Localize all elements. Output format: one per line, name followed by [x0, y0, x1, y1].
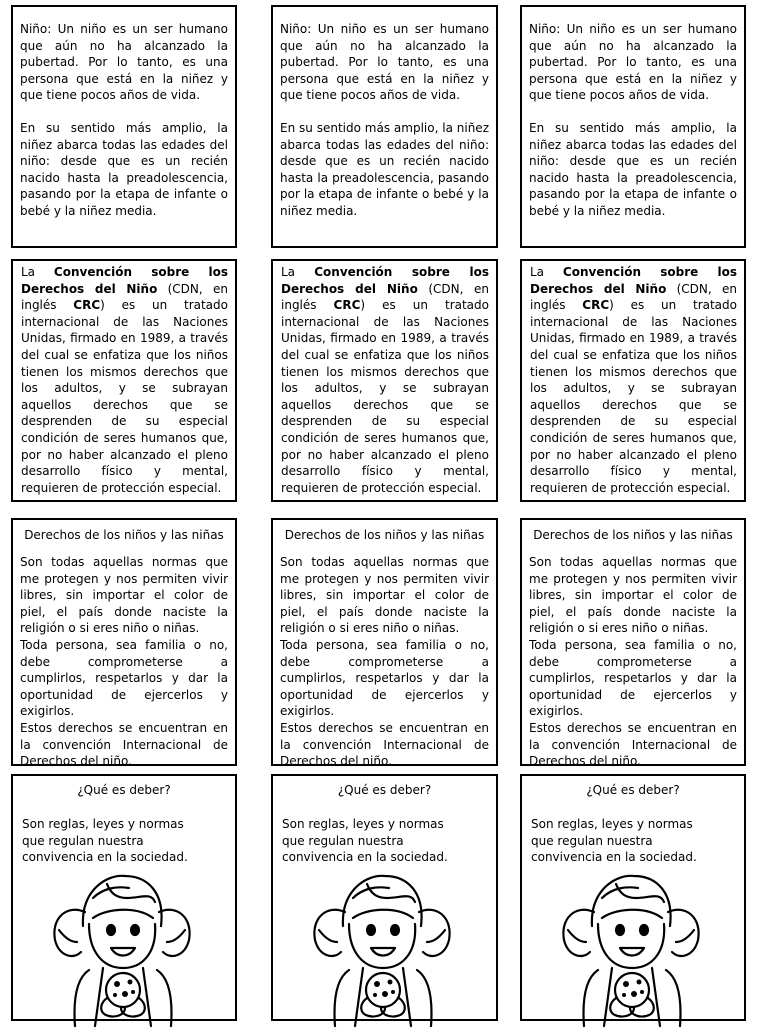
- bold-text: CRC: [73, 298, 101, 313]
- card-title: Derechos de los niños y las niñas: [24, 528, 224, 542]
- paragraph: Son todas aquellas normas que me protegen y nos permiten vivir libres, sin importar el color de piel, el país donde naciste la religión o si eres niño o niñas.: [20, 555, 228, 636]
- card-text: [20, 21, 228, 220]
- card-derechos-col2: [271, 518, 498, 769]
- paragraph: Niño: Un niño es un ser humano que aún no ha alcanzado la pubertad. Por lo tanto, es una persona que está en la niñez y que tiene pocos años de vida.: [529, 22, 737, 103]
- card-text: [529, 554, 737, 770]
- card-text: [21, 264, 228, 496]
- card-text: [530, 264, 737, 496]
- card-deber-col3: [520, 774, 746, 1021]
- text-run: ) es un tratado internacional de las Naciones Unidas, firmado en 1989, a través del cual se enfatiza que los niños tienen los mismos derechos que los adultos, y se subrayan aquellos derechos que se desprenden de su especial condición de seres humanos que, por no haber alcanzado el pleno desarrollo físico y mental, requieren de protección especial.: [530, 298, 737, 495]
- text-run: La: [281, 265, 315, 279]
- paragraph: En su sentido más amplio, la niñez abarca todas las edades del niño: desde que es un recién nacido hasta la preadolescencia, pasando por la etapa de infante o bebé y la niñez media.: [20, 120, 228, 218]
- card-text: Son reglas, leyes y normas que regulan nuestra convivencia en la sociedad.: [531, 817, 697, 865]
- card-deber-col2: [271, 774, 498, 1021]
- paragraph: Toda persona, sea familia o no, debe comprometerse a cumplirlos, respetarlos y dar la oportunidad de ejercerlos y exigirlos.: [280, 637, 489, 719]
- bold-text: Convención sobre los Derechos del Niño: [530, 265, 737, 296]
- card-nino-definition-col3: [520, 5, 746, 248]
- paragraph: Estos derechos se encuentran en la convención Internacional de Derechos del niño.: [20, 720, 228, 769]
- card-title: ¿Qué es deber?: [77, 783, 171, 797]
- card-title: Derechos de los niños y las niñas: [533, 528, 733, 542]
- text-run: (CDN, en inglés: [21, 281, 228, 313]
- card-nino-definition-col1: [11, 5, 237, 248]
- paragraph: Niño: Un niño es un ser humano que aún no ha alcanzado la pubertad. Por lo tanto, es una persona que está en la niñez y que tiene pocos años de vida.: [280, 22, 489, 103]
- text-run: ) es un tratado internacional de las Naciones Unidas, firmado en 1989, a través del cual se enfatiza que los niños tienen los mismos derechos que los adultos, y se subrayan aquellos derechos que se desprenden de su especial condición de seres humanos que, por no haber alcanzado el pleno desarrollo físico y mental, requieren de protección especial.: [21, 298, 228, 495]
- card-derechos-col3: [520, 518, 746, 769]
- card-deber-col1: [11, 774, 237, 1021]
- bold-text: Convención sobre los Derechos del Niño: [281, 265, 489, 296]
- card-convencion-col2: [271, 259, 498, 502]
- paragraph: Estos derechos se encuentran en la convención Internacional de Derechos del niño.: [280, 720, 489, 769]
- text-run: (CDN, en inglés: [281, 281, 489, 313]
- paragraph: En su sentido más amplio, la niñez abarca todas las edades del niño: desde que es un recién nacido hasta la preadolescencia, pasando por la etapa de infante o bebé y la niñez media.: [529, 120, 737, 218]
- paragraph: Toda persona, sea familia o no, debe comprometerse a cumplirlos, respetarlos y dar la oportunidad de ejercerlos y exigirlos.: [529, 637, 737, 719]
- paragraph: En su sentido más amplio, la niñez abarca todas las edades del niño: desde que es un recién nacido hasta la preadolescencia, pasando por la etapa de infante o bebé y la niñez media.: [280, 120, 489, 218]
- card-text: [529, 21, 737, 220]
- card-convencion-col1: [11, 259, 237, 502]
- bold-text: CRC: [333, 298, 361, 313]
- card-text: Son reglas, leyes y normas que regulan nuestra convivencia en la sociedad.: [22, 817, 188, 865]
- girl-eating-cookie-illustration: [297, 868, 467, 1028]
- paragraph: Son todas aquellas normas que me protegen y nos permiten vivir libres, sin importar el color de piel, el país donde naciste la religión o si eres niño o niñas.: [529, 555, 737, 636]
- girl-eating-cookie-illustration: [37, 868, 207, 1028]
- text-run: ) es un tratado internacional de las Naciones Unidas, firmado en 1989, a través del cual se enfatiza que los niños tienen los mismos derechos que los adultos, y se subrayan aquellos derechos que se desprenden de su especial condición de seres humanos que, por no haber alcanzado el pleno desarrollo físico y mental, requieren de protección especial.: [281, 298, 489, 495]
- card-derechos-col1: [11, 518, 237, 769]
- text-run: (CDN, en inglés: [530, 281, 737, 313]
- text-run: La: [530, 265, 563, 279]
- card-text: Son reglas, leyes y normas que regulan nuestra convivencia en la sociedad.: [282, 817, 448, 865]
- card-text: [280, 21, 489, 220]
- bold-text: CRC: [582, 298, 610, 313]
- text-run: La: [21, 265, 54, 279]
- card-text: [281, 264, 489, 496]
- paragraph: Toda persona, sea familia o no, debe comprometerse a cumplirlos, respetarlos y dar la oportunidad de ejercerlos y exigirlos.: [20, 637, 228, 719]
- card-text: [20, 554, 228, 770]
- paragraph: Niño: Un niño es un ser humano que aún no ha alcanzado la pubertad. Por lo tanto, es una persona que está en la niñez y que tiene pocos años de vida.: [20, 22, 228, 103]
- paragraph: Son todas aquellas normas que me protegen y nos permiten vivir libres, sin importar el color de piel, el país donde naciste la religión o si eres niño o niñas.: [280, 555, 489, 636]
- card-convencion-col3: [520, 259, 746, 502]
- girl-eating-cookie-illustration: [546, 868, 716, 1028]
- card-title: Derechos de los niños y las niñas: [284, 528, 485, 542]
- paragraph: Estos derechos se encuentran en la convención Internacional de Derechos del niño.: [529, 720, 737, 769]
- card-text: [280, 554, 489, 770]
- card-nino-definition-col2: [271, 5, 498, 248]
- card-title: ¿Qué es deber?: [337, 783, 432, 797]
- card-title: ¿Qué es deber?: [586, 783, 680, 797]
- bold-text: Convención sobre los Derechos del Niño: [21, 265, 228, 296]
